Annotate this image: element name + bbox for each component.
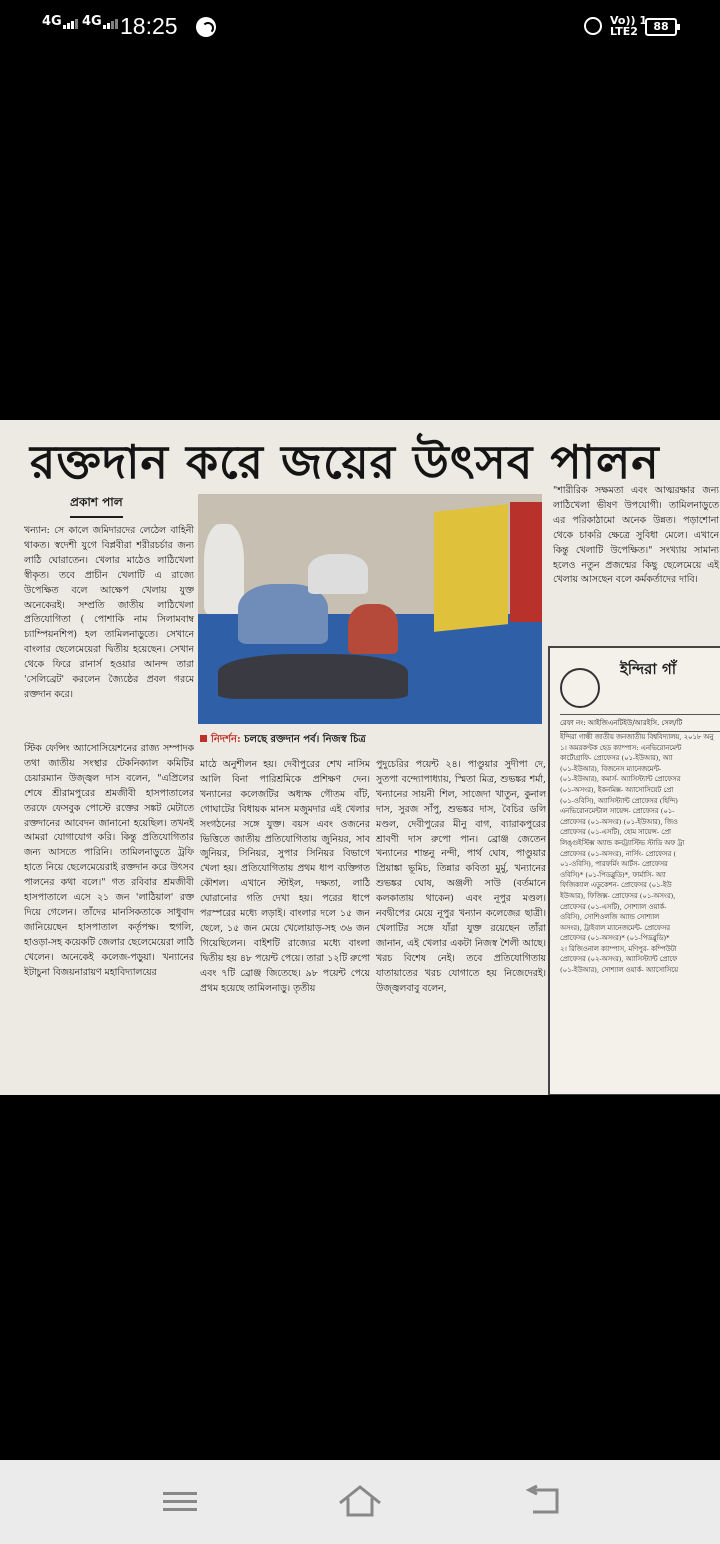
- back-icon: [523, 1484, 563, 1518]
- photo-caption: [200, 732, 544, 749]
- article-column-1-top: [24, 524, 194, 742]
- signal-bars-2-icon: [103, 14, 119, 29]
- article-headline: রক্তদান করে জয়ের উৎসব পালন: [30, 435, 660, 489]
- newspaper-image[interactable]: [0, 420, 720, 1095]
- ad-line: প্রোফেসর (০১-অসংর), নার্সিং- প্রোফেসর (: [560, 849, 677, 858]
- ad-line: (০১-অসংর), ইকনমিক্স- অ্যাসোসিয়েট প্রো: [560, 785, 674, 794]
- caption-text: চলছে রক্তদান পর্ব। নিজস্ব চিত্র: [240, 734, 366, 745]
- article-paragraph: "শারীরিক সক্ষমতা এবং আত্মরক্ষার জন্য লাঠিখেলা ভীষণ উপযোগী। তামিলনাড়ুতে এর পরিকাঠামো অনেক উন্নত। পড়াশোনা থেকে চাকরি ক্ষেত্রে সুবিধা মেলে। এখানে কিন্তু খেলাটি উপেক্ষিত।" সংখ্যায় সামান্য হলেও নতুন প্রজন্মের কিছু ছেলেমেয়ে এই খেলায় আসছেন বলে কর্মকর্তাদের দাবি।: [553, 485, 719, 586]
- alarm-icon: [584, 17, 602, 35]
- photo-banner-red: [510, 502, 542, 622]
- signal-1-indicator: [42, 14, 79, 29]
- home-button[interactable]: [335, 1478, 385, 1524]
- photo-person: [308, 554, 368, 594]
- article-paragraph: মাঠে অনুশীলন হয়। দেবীপুরের শেখ নাসিম আলি বিনা পারিশ্রমিকে প্রশিক্ষণ দেন। খন্যানের কলেজটির অধ্যক্ষ গৌতম বাঁট, গোঘাটের বিধায়ক মানস মজুমদার এই খেলার সংগঠনের সঙ্গে যুক্ত। বয়স এবং ওজনের ভিত্তিতে জাতীয় প্রতিযোগিতায় জুনিয়র, সাব জুনিয়র, সিনিয়র, সুপার সিনিয়র বিভাগে খেলা হয়। প্রতিযোগিতায় প্রথম ধাপ ব্যক্তিগত কৌশল। এখানে স্টাইল, দক্ষতা, লাঠি ঘোরানোর গতি দেখা হয়। পরের ধাপে পরস্পরের মধ্যে লড়াই। বাংলার দলে ১৫ জন ছেলে, ১৫ জন মেয়ে খেলোয়াড়-সহ ৩৬ জন গিয়েছিলেন। বাইশটি রাজ্যের মধ্যে বাংলা দ্বিতীয় হয় ৪৮ পয়েন্ট পেয়ে। তারা ১২টি রুপো এবং ৭টি ব্রোঞ্জ জিতেছে। ৯৮ পয়েন্ট পেয়ে প্রথম হয়েছে তামিলনাড়ু। তৃতীয়: [200, 759, 370, 994]
- article-paragraph: খন্যান: সে কালে জমিদারদের লেঠেল বাহিনী থাকত। স্বদেশী যুগে বিপ্লবীরা শরীরচর্চার জন্য লাঠি ঘোরাতেন। খেলার মাঠেও লাঠিখেলা স্বীকৃত। তবে প্রাচীন খেলাটি এ রাজ্যে উপেক্ষিত বলে আক্ষেপ খেলায় যুক্ত অনেকেরই। সম্প্রতি জাতীয় লাঠিখেলা প্রতিযোগিতা ( পোশাকি নাম সিলামবাম্ব চ্যাম্পিয়নশিপ) হল তামিলনাড়ুতে। সেখানে বাংলার ছেলেমেয়েরা দ্বিতীয় হয়েছেন। সেখান থেকে ফিরে রানার্স হওয়ার আনন্দ তারা 'সেলিব্রেট' করলেন জ্যৈষ্ঠের প্রবল গরমে রক্তদান করে।: [24, 525, 194, 700]
- ad-reference: রেফা নং: আইজিএনটিইউ/আরইসি. সেল/টি: [560, 714, 720, 732]
- article-column-3: [376, 758, 546, 1090]
- ad-line: (০১-ওবিসি), অ্যাসিস্ট্যান্ট প্রোফেসর (হিন্দি): [560, 796, 678, 805]
- menu-button[interactable]: [155, 1478, 205, 1524]
- article-paragraph: পুদুচেরির পয়েন্ট ২৪। পাণ্ডুয়ার সুদীপা দে, সুতপা বন্দ্যোপাধ্যায়, স্মিতা মিত্র, শুভঙ্কর শর্মা, খন্যানের সায়নী শিল, সাজেদা খাতুন, কুনাল দাস, সুরজ সাঁপু, শুভঙ্কর দাস, বৈচির ডলি মণ্ডল, দেবীপুরের মীনু বাগ, ব্যারাকপুরের শ্রাবণী দাস রুপো পান। ব্রোঞ্জ জেতেন খন্যানের শান্তনু নন্দী, পার্থ ঘোষ, পাণ্ডুয়ার প্রিয়াঙ্কা ভূমিচ, তিন্নার কবিতা মুর্মু, খন্যানের শুভঙ্কর ঘোষ, অঞ্জলী সাউ (বর্তমানে কলকাতায় থাকেন) এবং নূপুর মণ্ডল। নবদ্বীপের মেয়ে নূপুর খন্যান কলেজের ছাত্রী। খেলাটির সঙ্গে যাঁরা যুক্ত রয়েছেন তাঁরা জানান, এই খেলার একটা নিজস্ব শৈলী আছে। খরচ বিশেষ নেই। তবে প্রতিযোগিতায় যাতায়াতের খরচ যোগাতে হয় নিজেদেরই। উজ্জ্বলবাবু বলেন,: [376, 759, 546, 994]
- ad-line: ০১-ওবিসি), পারফর্মিং আর্টস- প্রোফেসর: [560, 860, 668, 869]
- ad-line: লিঙ্গুইস্টিক্স অ্যান্ড কনট্র্যাস্টিভ স্টাডি অফ ট্রা: [560, 838, 685, 847]
- article-photo: [198, 494, 542, 724]
- ad-title: ইন্দিরা গাঁ: [620, 660, 677, 678]
- ad-line: (০১-ইউআর), সোশ্যাল ওয়ার্ক- অ্যাসোসিয়ে: [560, 966, 679, 975]
- article-byline: প্রকাশ পাল: [70, 494, 123, 518]
- network-type-1: 4G: [42, 14, 62, 29]
- ad-line: প্রোফেসর (০১-অসংর) (০১-ইউআর), জিও: [560, 817, 678, 826]
- ad-line: ২। রিজিওনাল ক্যাম্পাস, মণিপুর- কম্পিউটা: [560, 944, 677, 953]
- advertisement: [548, 646, 720, 1095]
- ad-line: প্রোফেসর (০২-অসংর), অ্যাসিস্ট্যান্ট প্রোফে: [560, 955, 678, 964]
- signal-bars-1-icon: [63, 14, 79, 29]
- ad-line: কার্টোগ্রাফি- প্রোফেসর (০১-ইউআর), অ্যা: [560, 754, 673, 763]
- ad-line: প্রোফেসর (০১-অসংর)* (০১-পিডব্লুডি)*: [560, 934, 670, 943]
- lte-label: LTE2: [610, 25, 638, 38]
- ad-line: প্রোফেসর (০১-এসটি), সোশ্যাল ওয়ার্ক-: [560, 902, 667, 911]
- signal-2-indicator: [82, 14, 119, 29]
- navigation-bar: [0, 1460, 720, 1544]
- menu-icon: [163, 1487, 197, 1516]
- university-logo: [560, 668, 600, 708]
- back-button[interactable]: [518, 1478, 568, 1524]
- battery-icon: [645, 18, 677, 36]
- photo-banner: [434, 504, 508, 632]
- volte-indicator: [610, 15, 647, 37]
- battery-level: 88: [653, 20, 669, 33]
- article-paragraph: স্টিক ফেন্সিং অ্যাসোসিয়েশনের রাজ্য সম্পাদক তথা জাতীয় সংস্থার টেকনিক্যাল কমিটির চেয়ারম্যান উজ্জ্বল দাস বলেন, "এপ্রিলের শেষে শ্রীরামপুরের শ্রমজীবী হাসপাতালের তরফে ফেসবুক পোস্টে রক্তের সঙ্কট মেটাতে রক্তদানের আবেদন জানানো হয়েছিল। তখনই আমরা যোগাযোগ করি। কিন্তু প্রতিযোগিতার জন্য আসতে পারিনি। তামিলনাড়ুতে ট্রফি হাতে নিয়ে ছেলেমেয়েরাই রক্তদান করে উৎসব পালনের কথা বলে।" গত রবিবার শ্রমজীবী হাসপাতালে এসে ২১ জন 'লাঠিয়াল' রক্ত দিয়ে গেলেন। তাঁদের মানসিকতাকে সাধুবাদ জানিয়েছেন হাসপাতাল কর্তৃপক্ষ। হুগলি, হাওড়া-সহ কয়েকটি জেলার ছেলেমেয়েরা লাঠি খেলেন। অনেকেই কলেজ-পড়ুয়া। খন্যানের ইটাচুনা বিজয়নারায়ণ মহাবিদ্যালয়ের: [24, 743, 194, 978]
- article-column-1-bottom: [24, 742, 194, 1090]
- ad-line: ফিজিক্যাল এডুকেশন- প্রোফেসর (০১-ইউ: [560, 881, 672, 890]
- photo-person: [204, 524, 244, 614]
- network-type-2: 4G: [82, 14, 102, 29]
- ad-line: ১। অমরকণ্টক হেড ক্যাম্পাস: এনভিরোনমেন্ট: [560, 743, 682, 752]
- volte-label: Vo)) 1: [610, 14, 648, 27]
- status-bar: [0, 0, 720, 56]
- ad-line: (০১-ইউআর), কমার্স- অ্যাসিস্ট্যান্ট প্রোফেসর: [560, 775, 681, 784]
- clock: 18:25: [120, 13, 178, 39]
- home-icon: [336, 1483, 384, 1519]
- ad-line: ওবিসি)* (০১-পিডব্লুডি)*, ফার্মাসি- অ্যা: [560, 870, 666, 879]
- messenger-icon: [196, 17, 216, 37]
- photo-person: [348, 604, 398, 654]
- ad-line: অসংর), ট্রাইবাল ম্যানেজমেন্ট- প্রোফেসর: [560, 923, 670, 932]
- article-column-4: [553, 484, 719, 634]
- ad-line: ইন্দিরা গান্ধী জাতীয় জনজাতীয় বিশ্ববিদ্যালয়, ২০১৮ অনু: [560, 733, 714, 741]
- ad-line: এনভিরোনমেন্টাল সায়েন্স- প্রোফেসর (০১-: [560, 807, 675, 816]
- ad-line: (০১-ইউআর), বিজনেস ম্যানেজমেন্ট-: [560, 764, 662, 773]
- ad-line: ইউআর), ফিজিক্স- প্রোফেসর (০১-অসংর),: [560, 891, 676, 900]
- caption-marker-icon: [200, 735, 207, 742]
- photo-person: [218, 654, 408, 699]
- ad-listing: [560, 732, 720, 976]
- caption-lead: নিদর্শন:: [211, 734, 241, 745]
- article-column-2: [200, 758, 370, 1090]
- ad-line: ওবিসি), সোশিওলজি অ্যান্ড সোশ্যাল: [560, 913, 660, 922]
- ad-line: প্রোফেসর (০১-এসটি), হোম সায়েন্স- প্রো: [560, 828, 671, 837]
